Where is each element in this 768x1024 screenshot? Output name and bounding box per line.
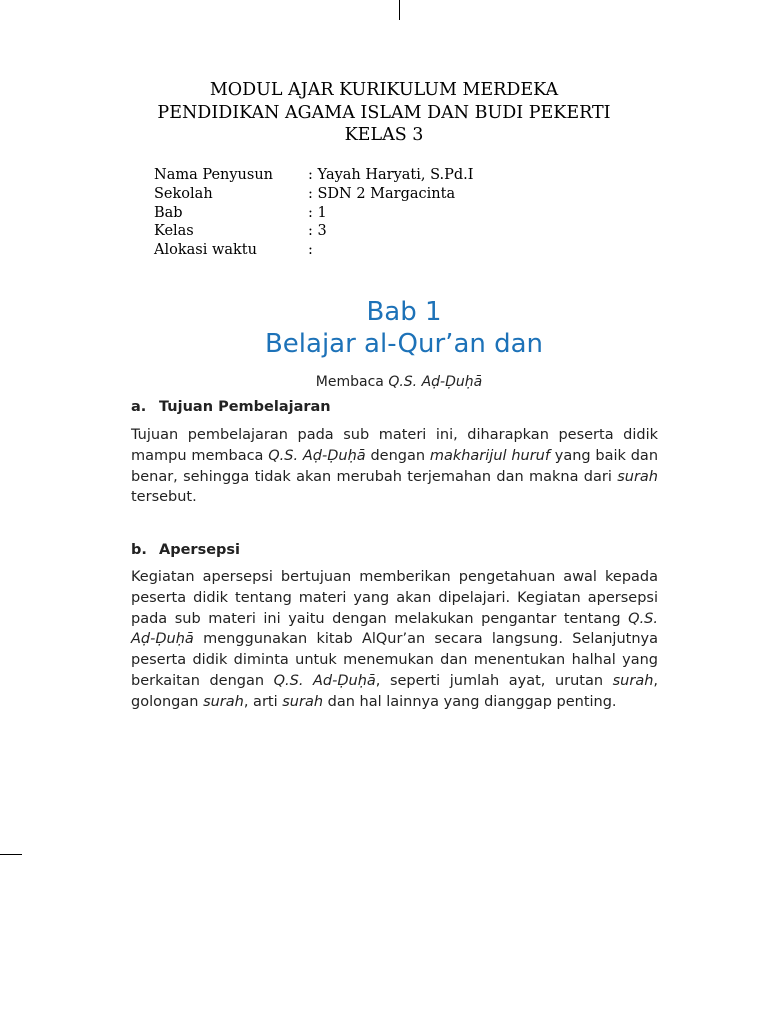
section-title: Apersepsi — [159, 542, 241, 558]
info-label: Bab — [154, 204, 183, 221]
text-run: yang baik dan benar, sehingga tidak akan merubah terjemahan dan makna dari — [131, 447, 659, 485]
info-label: Sekolah — [154, 185, 213, 202]
chapter-title — [0, 296, 768, 360]
italic-run: makharijul huruf — [429, 447, 550, 464]
chapter-number: Bab 1 — [366, 297, 442, 327]
text-run: menggunakan kitab AlQur’an secara langsung. Selanjutnya peserta didik diminta untuk menemukan dan menentukan halhal yang berkaitan dengan — [131, 631, 658, 689]
italic-run: surah — [612, 672, 654, 689]
header-line-3: KELAS 3 — [344, 125, 424, 145]
info-value: : — [308, 242, 313, 259]
section-letter: b. — [131, 542, 147, 558]
info-value: : Yayah Haryati, S.Pd.I — [308, 167, 474, 183]
info-row-author — [154, 166, 474, 185]
document-header — [0, 79, 768, 147]
text-run: , arti — [243, 693, 283, 710]
text-run: , seperti jumlah ayat, urutan — [375, 672, 613, 689]
section-heading-b — [131, 541, 240, 559]
text-run: tersebut. — [131, 489, 197, 506]
info-value: : SDN 2 Margacinta — [308, 185, 456, 202]
subtitle-prefix: Membaca — [315, 374, 389, 390]
info-label: Kelas — [154, 223, 194, 240]
text-run: , golongan — [131, 672, 658, 710]
info-row-time — [154, 241, 474, 260]
italic-run: Q.S. Aḍ-Ḍuḥā — [268, 447, 366, 464]
crop-mark-top — [399, 0, 400, 20]
info-row-class — [154, 222, 474, 241]
section-letter: a. — [131, 399, 147, 415]
subtitle-surah: Q.S. Aḍ-Ḍuḥā — [388, 374, 483, 390]
crop-mark-left — [0, 854, 22, 855]
header-line-1: MODUL AJAR KURIKULUM MERDEKA — [209, 80, 559, 100]
text-run: Tujuan pembelajaran pada sub materi ini, diharapkan peserta didik mampu membaca — [131, 427, 658, 464]
italic-run: surah — [203, 693, 244, 710]
info-row-chapter — [154, 204, 474, 223]
section-heading-a — [131, 398, 331, 416]
italic-run: surah — [282, 693, 324, 710]
chapter-subtitle — [0, 373, 768, 391]
info-label: Nama Penyusun — [154, 167, 274, 183]
text-run: dengan — [365, 447, 430, 464]
info-value: : 1 — [308, 204, 327, 221]
info-label: Alokasi waktu — [154, 242, 257, 259]
info-block — [154, 166, 474, 260]
chapter-name: Belajar al-Qur’an dan — [264, 329, 544, 359]
section-b-paragraph — [131, 567, 658, 713]
info-row-school — [154, 185, 474, 204]
info-value: : 3 — [308, 223, 327, 240]
section-title: Tujuan Pembelajaran — [159, 399, 331, 415]
section-a-paragraph — [131, 425, 658, 508]
italic-run: Q.S. Aḍ-Ḍuḥā — [131, 610, 658, 648]
text-run: Kegiatan apersepsi bertujuan memberikan pengetahuan awal kepada peserta didik tentang materi yang akan dipelajari. Kegiatan apersepsi pada sub materi ini yaitu dengan melakukan pengantar tentang — [131, 569, 658, 627]
italic-run: Q.S. Ad-Ḍuḥā — [273, 672, 376, 689]
text-run: dan hal lainnya yang dianggap penting. — [323, 693, 617, 710]
header-line-2: PENDIDIKAN AGAMA ISLAM DAN BUDI PEKERTI — [157, 102, 611, 123]
italic-run: surah — [617, 468, 658, 485]
